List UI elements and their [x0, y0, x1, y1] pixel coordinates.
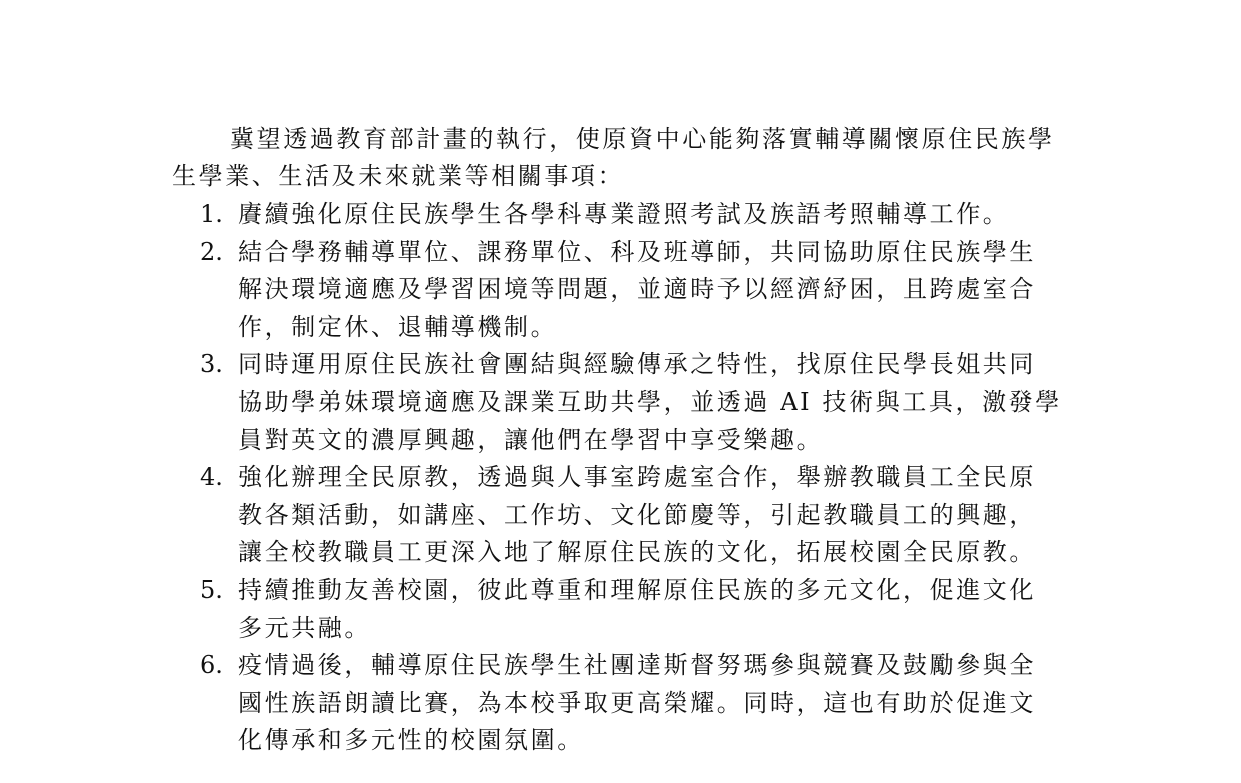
list-item-line: 讓全校教職員工更深入地了解原住民族的文化，拓展校園全民原教。 [238, 538, 1036, 567]
list-item-line: 解決環境適應及學習困境等問題，並適時予以經濟紓困，且跨處室合 [238, 275, 1036, 304]
list-item-number: 3. [200, 350, 223, 379]
list-item-5 [200, 572, 1140, 647]
list-item-number: 5. [200, 575, 223, 604]
list-item-line: 持續推動友善校園，彼此尊重和理解原住民族的多元文化，促進文化 [238, 575, 1036, 604]
list-item-3 [200, 346, 1140, 459]
list-item-number: 6. [200, 651, 223, 680]
list-item-line: 化傳承和多元性的校園氛圍。 [238, 726, 584, 755]
action-item-list [200, 196, 1140, 760]
list-item-number: 2. [200, 237, 223, 266]
list-item-4 [200, 459, 1140, 572]
list-item-line: 協助學弟妹環境適應及課業互助共學，並透過 AI 技術與工具，激發學 [238, 387, 1062, 416]
list-item-number: 4. [200, 463, 223, 492]
list-item-line: 同時運用原住民族社會團結與經驗傳承之特性，找原住民學長姐共同 [238, 350, 1036, 379]
list-item-line: 強化辦理全民原教，透過與人事室跨處室合作，舉辦教職員工全民原 [238, 463, 1036, 492]
intro-line-2: 生學業、生活及未來就業等相關事項： [172, 162, 625, 190]
list-item-number: 1. [200, 200, 223, 228]
list-item-6 [200, 647, 1140, 760]
list-item-line: 賡續強化原住民族學生各學科專業證照考試及族語考照輔導工作。 [238, 200, 1010, 228]
list-item-line: 疫情過後，輔導原住民族學生社團達斯督努瑪參與競賽及鼓勵參與全 [238, 651, 1036, 680]
list-item-1 [200, 196, 1140, 234]
list-item-line: 作，制定休、退輔導機制。 [238, 312, 558, 341]
list-item-line: 員對英文的濃厚興趣，讓他們在學習中享受樂趣。 [238, 425, 824, 454]
list-item-line: 結合學務輔導單位、課務單位、科及班導師，共同協助原住民族學生 [238, 237, 1036, 266]
intro-line-1: 冀望透過教育部計畫的執行，使原資中心能夠落實輔導關懷原住民族學 [230, 125, 1055, 153]
list-item-2 [200, 234, 1140, 347]
list-item-line: 多元共融。 [238, 613, 371, 642]
intro-paragraph [172, 121, 1138, 195]
list-item-line: 國性族語朗讀比賽，為本校爭取更高榮耀。同時，這也有助於促進文 [238, 688, 1036, 717]
list-item-line: 教各類活動，如講座、工作坊、文化節慶等，引起教職員工的興趣， [238, 500, 1036, 529]
